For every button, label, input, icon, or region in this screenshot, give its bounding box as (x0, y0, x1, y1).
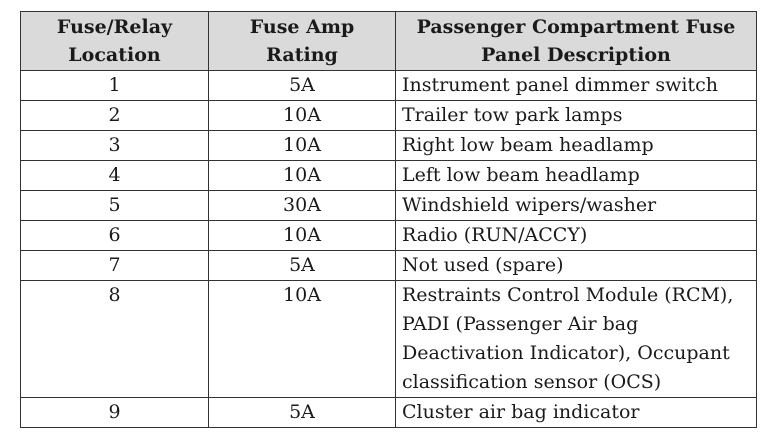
cell-amp-rating: 5A (209, 251, 396, 281)
cell-description (396, 191, 757, 221)
table-row (21, 131, 757, 161)
header-location-line-2: Location (68, 44, 161, 66)
header-row (21, 12, 757, 71)
table-row (21, 281, 757, 398)
header-amp-rating (209, 12, 396, 71)
cell-location: 8 (21, 281, 209, 398)
table-row (21, 398, 757, 428)
header-description-line-2: Panel Description (481, 44, 671, 66)
description-line: classification sensor (OCS) (402, 371, 662, 393)
cell-location: 9 (21, 398, 209, 428)
table-row (21, 101, 757, 131)
header-amp-line-1: Fuse Amp (249, 16, 355, 38)
description-line: Restraints Control Module (RCM), (402, 284, 734, 306)
cell-location: 1 (21, 71, 209, 101)
cell-amp-rating: 5A (209, 398, 396, 428)
table-row (21, 71, 757, 101)
cell-location: 4 (21, 161, 209, 191)
cell-location: 6 (21, 221, 209, 251)
description-line: PADI (Passenger Air bag (402, 313, 639, 335)
description-line: Deactivation Indicator), Occupant (402, 342, 730, 364)
description-line: Radio (RUN/ACCY) (402, 224, 588, 246)
cell-amp-rating: 10A (209, 101, 396, 131)
table-row (21, 251, 757, 281)
description-line: Instrument panel dimmer switch (402, 74, 718, 96)
cell-description (396, 221, 757, 251)
table-row (21, 191, 757, 221)
cell-amp-rating: 10A (209, 221, 396, 251)
cell-description (396, 281, 757, 398)
table-row (21, 161, 757, 191)
header-location (21, 12, 209, 71)
description-line: Not used (spare) (402, 254, 564, 276)
cell-location: 5 (21, 191, 209, 221)
cell-location: 2 (21, 101, 209, 131)
header-location-line-1: Fuse/Relay (56, 16, 173, 38)
cell-location: 3 (21, 131, 209, 161)
description-line: Cluster air bag indicator (402, 401, 640, 423)
description-line: Right low beam headlamp (402, 134, 654, 156)
cell-amp-rating: 10A (209, 281, 396, 398)
description-line: Left low beam headlamp (402, 164, 640, 186)
cell-amp-rating: 10A (209, 161, 396, 191)
cell-description (396, 161, 757, 191)
cell-description (396, 251, 757, 281)
cell-description (396, 398, 757, 428)
cell-description (396, 71, 757, 101)
cell-description (396, 131, 757, 161)
header-description (396, 12, 757, 71)
cell-location: 7 (21, 251, 209, 281)
table-row (21, 221, 757, 251)
header-description-line-1: Passenger Compartment Fuse (416, 16, 736, 38)
cell-amp-rating: 10A (209, 131, 396, 161)
description-line: Windshield wipers/washer (402, 194, 657, 216)
header-amp-line-2: Rating (266, 44, 338, 66)
fuse-table (20, 11, 757, 428)
description-line: Trailer tow park lamps (402, 104, 623, 126)
cell-amp-rating: 5A (209, 71, 396, 101)
cell-description (396, 101, 757, 131)
cell-amp-rating: 30A (209, 191, 396, 221)
